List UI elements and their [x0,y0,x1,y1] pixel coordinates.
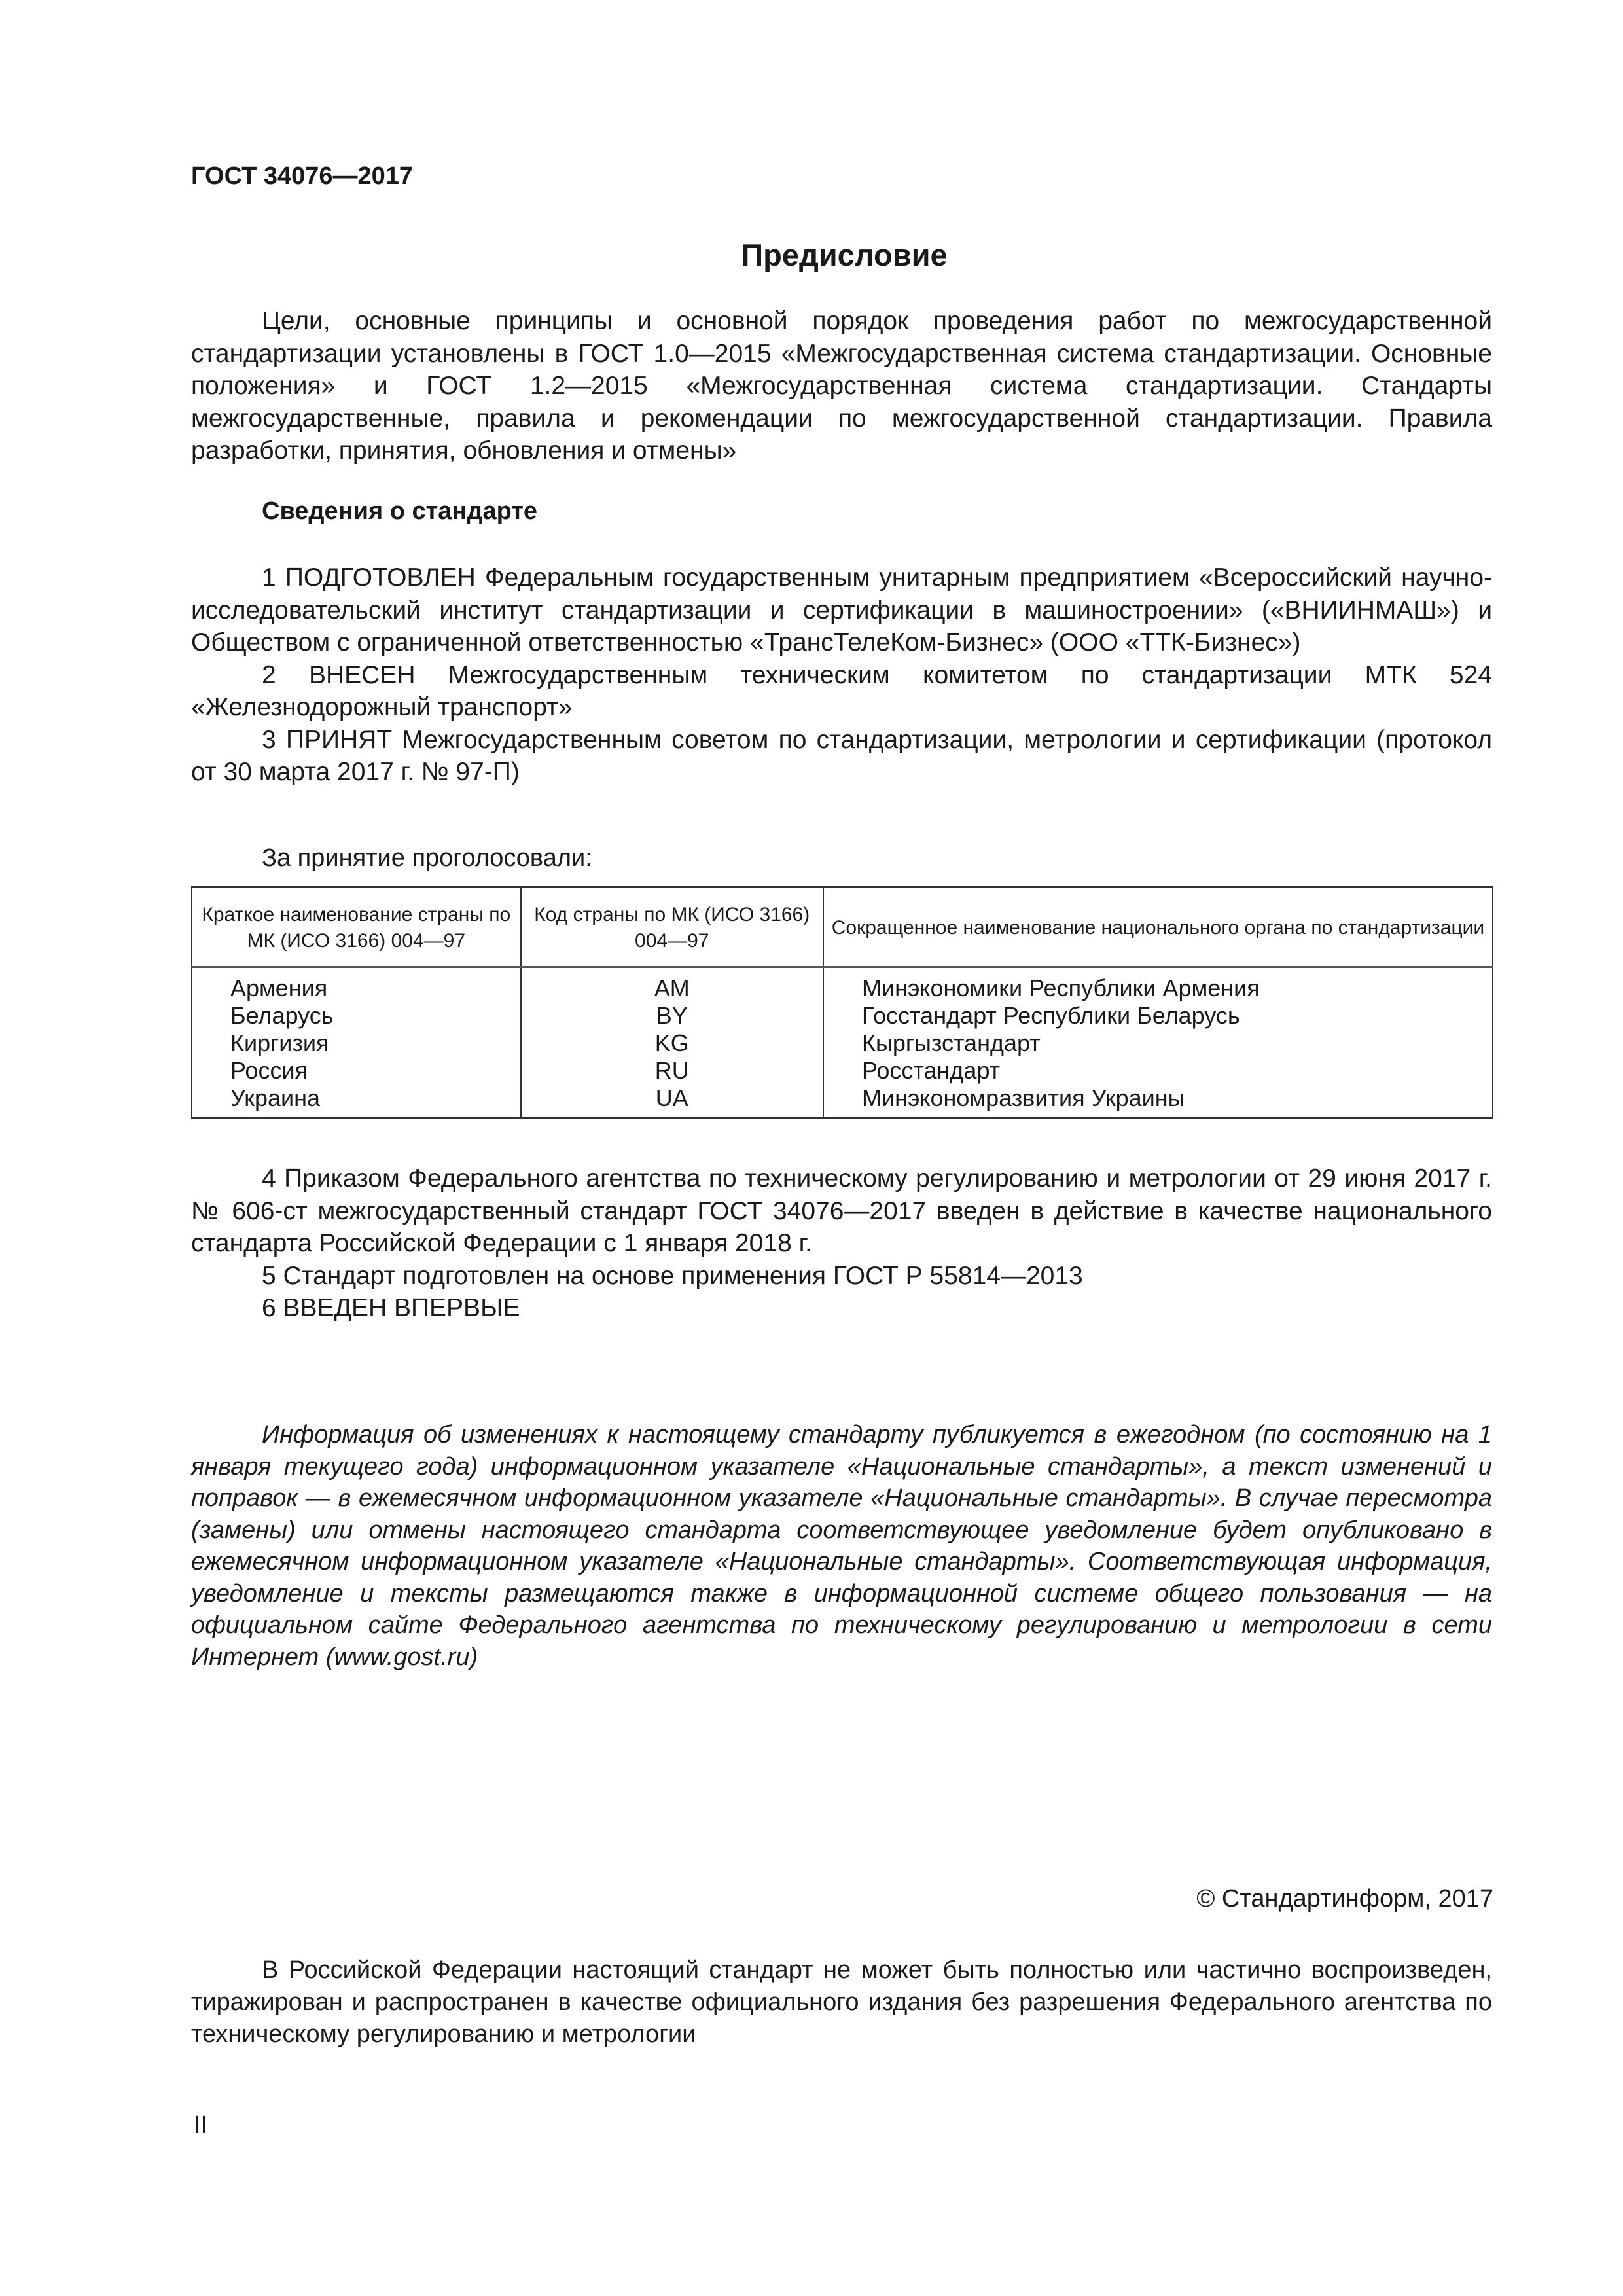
country-name: Россия [192,1057,521,1085]
copyright-line: © Стандартинформ, 2017 [1196,1885,1493,1912]
changes-info-text: Информация об изменениях к настоящему стандарту публикуется в ежегодном (по состоянию на 1 января текущего года) информационном указателе «Национальные стандарты», а текст изменений и поправок — в ежемесячном информационном указателе «Национальные стандарты». В случае пересмотра (замены) или отмены настоящего стандарта соответствующее уведомление будет опубликовано в ежемесячном информационном указателе «Национальные стандарты». Соответствующая информация, уведомление и тексты размещаются также в информационной системе общего пользования — на официальном сайте Федерального агентства по техническому регулированию и метрологии в сети Интернет (www.gost.ru) [191,1421,1492,1671]
table-header-country: Краткое наименование страны по МК (ИСО 3166) 004—97 [192,887,521,967]
standard-info-list-bottom [191,1162,1492,1325]
info-item-6: 6 ВВЕДЕН ВПЕРВЫЕ [262,1294,520,1322]
national-authority: Госстандарт Республики Беларусь [823,1002,1493,1030]
table-header-code: Код страны по МК (ИСО 3166) 004—97 [521,887,823,967]
table-row [192,1085,1493,1118]
info-item-3: 3 ПРИНЯТ Межгосударственным советом по стандартизации, метрологии и сертификации (протокол от 30 марта 2017 г. № 97-П) [191,725,1492,786]
intro-text: Цели, основные принципы и основной порядок проведения работ по межгосударственной стандартизации установлены в ГОСТ 1.0—2015 «Межгосударственная система стандартизации. Основные положения» и ГОСТ 1.2—2015 «Межгосударственная система стандартизации. Стандарты межгосударственные, правила и рекомендации по межгосударственной стандартизации. Правила разработки, принятия, обновления и отмены» [191,307,1492,465]
national-authority: Минэкономики Республики Армения [823,967,1493,1003]
country-name: Украина [192,1085,521,1118]
vote-label: За принятие проголосовали: [262,844,592,872]
page-title: Предисловие [741,238,948,272]
info-item-2: 2 ВНЕСЕН Межгосударственным техническим комитетом по стандартизации МТК 524 «Железнодорожный транспорт» [191,660,1492,721]
changes-info-block [191,1419,1492,1673]
country-code: BY [521,1002,823,1030]
info-item-5: 5 Стандарт подготовлен на основе применения ГОСТ Р 55814—2013 [262,1261,1083,1290]
national-authority: Росстандарт [823,1057,1493,1085]
country-code: UA [521,1085,823,1118]
table-row [192,1030,1493,1057]
country-code: AM [521,967,823,1003]
reproduction-notice-text: В Российской Федерации настоящий стандарт не может быть полностью или частично воспроизведен, тиражирован и распространен в качестве официального издания без разрешения Федерального агентства по техническому регулированию и метрологии [191,1956,1492,2048]
document-code: ГОСТ 34076—2017 [191,162,414,190]
standard-info-list-top [191,562,1492,789]
countries-table [191,886,1493,1119]
national-authority: Минэкономразвития Украины [823,1085,1493,1118]
national-authority: Кыргызстандарт [823,1030,1493,1057]
country-name: Беларусь [192,1002,521,1030]
country-name: Армения [192,967,521,1003]
intro-paragraph [191,305,1492,467]
table-row [192,1057,1493,1085]
reproduction-notice [191,1954,1492,2051]
info-item-1: 1 ПОДГОТОВЛЕН Федеральным государственным унитарным предприятием «Всероссийский научно-исследовательский институт стандартизации и сертификации в машиностроении» («ВНИИНМАШ») и Обществом с ограниченной ответственностью «ТрансТелеКом-Бизнес» (ООО «ТТК-Бизнес») [191,564,1492,656]
country-name: Киргизия [192,1030,521,1057]
info-item-4: 4 Приказом Федерального агентства по техническому регулированию и метрологии от 29 июня 2017 г. № 606-ст межгосударственный стандарт ГОСТ 34076—2017 введен в действие в качестве национального стандарта Российской Федерации с 1 января 2018 г. [191,1164,1492,1257]
table-row [192,1002,1493,1030]
country-code: KG [521,1030,823,1057]
page-number: II [194,2111,208,2139]
table-header-row [192,887,1493,967]
table-header-authority: Сокращенное наименование национального органа по стандартизации [823,887,1493,967]
country-code: RU [521,1057,823,1085]
table-row [192,967,1493,1003]
section-heading-standard-info: Сведения о стандарте [262,497,538,525]
